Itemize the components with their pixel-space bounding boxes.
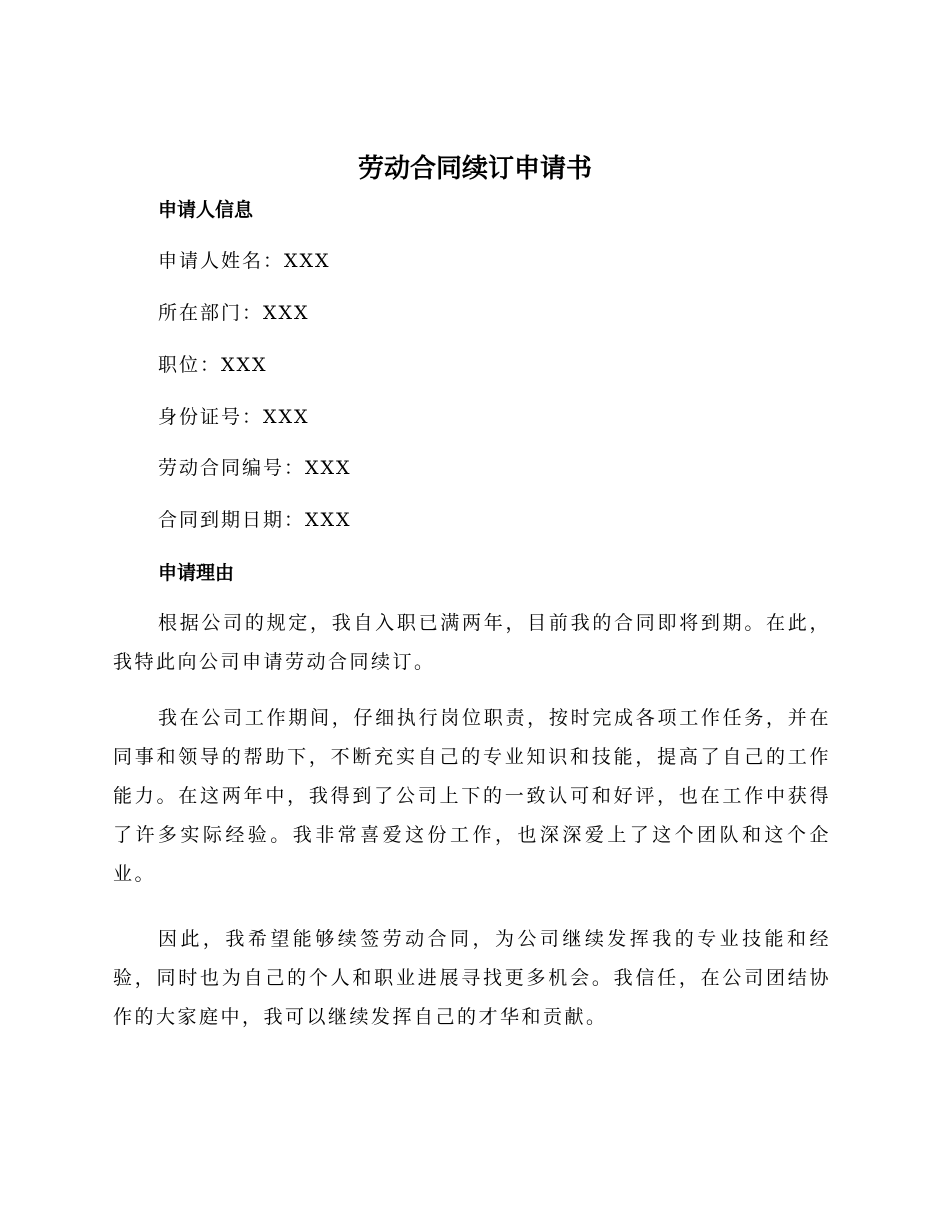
reason-paragraph-3: 因此，我希望能够续签劳动合同，为公司继续发挥我的专业技能和经验，同时也为自己的个人和职业进展寻找更多机会。我信任，在公司团结协作的大家庭中，我可以继续发挥自己的才华和贡献。	[113, 928, 831, 1028]
document-title: 劳动合同续订申请书	[357, 154, 592, 184]
contract-expiry-field: 合同到期日期：XXX	[158, 509, 352, 531]
applicant-name-field: 申请人姓名：XXX	[158, 250, 331, 272]
applicant-info-heading: 申请人信息	[158, 199, 254, 221]
reason-heading: 申请理由	[158, 562, 235, 584]
reason-paragraph-2: 我在公司工作期间，仔细执行岗位职责，按时完成各项工作任务，并在同事和领导的帮助下，不断充实自己的专业知识和技能，提高了自己的工作能力。在这两年中，我得到了公司上下的一致认可和好评，也在工作中获得了许多实际经验。我非常喜爱这份工作，也深深爱上了这个团队和这个企业。	[113, 707, 831, 885]
position-field: 职位：XXX	[158, 354, 268, 376]
reason-paragraph-1: 根据公司的规定，我自入职已满两年，目前我的合同即将到期。在此，我特此向公司申请劳动合同续订。	[113, 612, 831, 673]
department-field: 所在部门：XXX	[158, 302, 310, 324]
contract-number-field: 劳动合同编号：XXX	[158, 457, 352, 479]
id-number-field: 身份证号：XXX	[158, 406, 310, 428]
